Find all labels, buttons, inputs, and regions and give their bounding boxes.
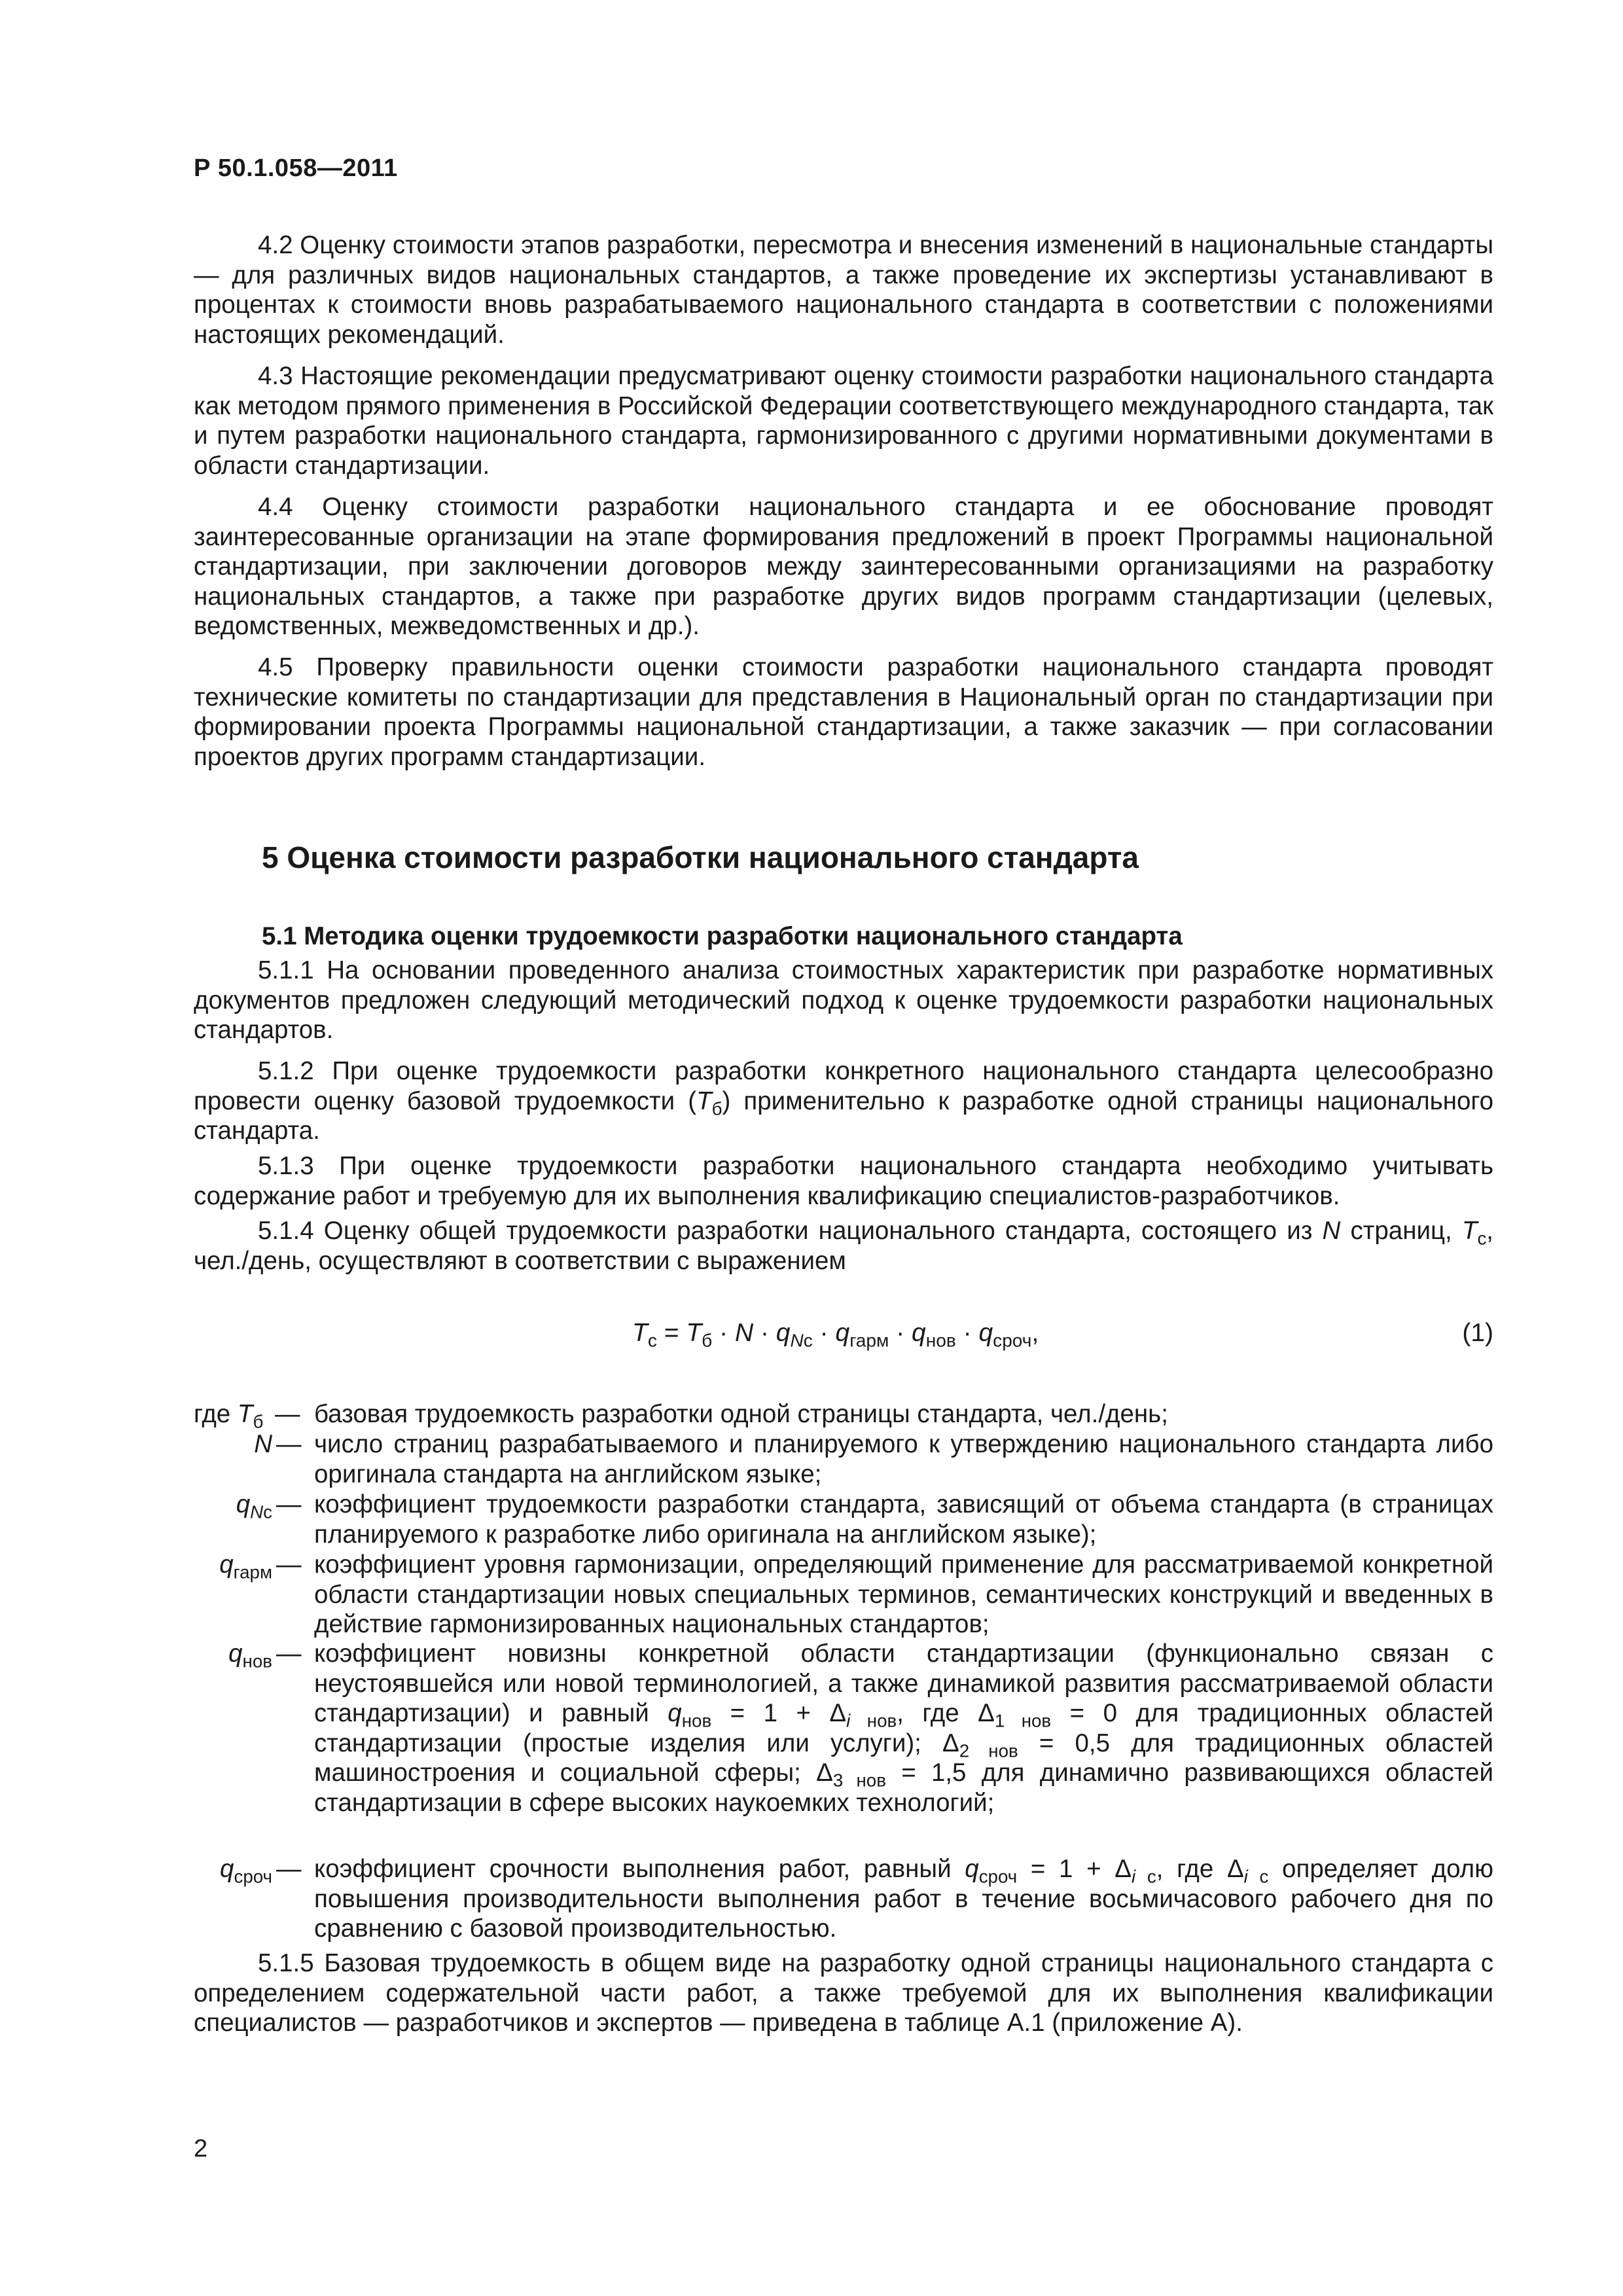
definition-qnc: $q_{Nс}$ — коэффициент трудоемкости разработки стандарта, зависящий от объема стандарта (в страницах планируемого к разработке либо оригинала на английском языке); bbox=[236, 1490, 1493, 1549]
formula-1: $T_с = T_б \cdot N \cdot q_{Nс} \cdot q_{гарм} \cdot q_{нов} \cdot q_{сроч}$, bbox=[632, 1319, 1039, 1351]
paragraph-5-1-1: 5.1.1 На основании проведенного анализа стоимостных характеристик при разработке нормативных документов предложен следующий методический подход к оценке трудоемкости разработки национальных стандартов. bbox=[194, 956, 1493, 1044]
page-number: 2 bbox=[194, 2135, 208, 2162]
definition-qsroch: $q_{сроч}$ — коэффициент срочности выполнения работ, равный $q_{сроч} = 1 + \Delta_{i с}$, где $\Delta_{i с}$ определяет долю повышения производительности выполнения работ в течение восьмичасового рабочего дня по сравнению с базовой производительностью. bbox=[220, 1855, 1494, 1943]
definition-qnov: $q_{нов}$ — коэффициент новизны конкретной области стандартизации (функционально связан с неустоявшейся или новой терминологией, а также динамикой развития рассматриваемой области стандартизации) и равный $q_{нов} = 1 + \Delta_{i нов}$, где $\Delta_{1 нов} = 0$ для традиционных областей стандартизации (простые изделия или услуги); $\Delta_{2 нов} = 0,5$ для традиционных областей машиностроения и социальной сферы; $\Delta_{3 нов} = 1,5$ для динамично развивающихся областей стандартизации в сфере высоких наукоемких технологий; bbox=[228, 1640, 1494, 1817]
paragraph-5-1-5: 5.1.5 Базовая трудоемкость в общем виде на разработку одной страницы национального стандарта с определением содержательной части работ, а также требуемой для их выполнения квалификации специалистов — разработчиков и экспертов — приведена в таблице А.1 (приложение А). bbox=[194, 1949, 1493, 2037]
subsection-5-1-title: 5.1 Методика оценки трудоемкости разработки национального стандарта bbox=[262, 922, 1183, 950]
paragraph-5-1-2: 5.1.2 При оценке трудоемкости разработки конкретного национального стандарта целесообразно провести оценку базовой трудоемкости $(T_б)$ применительно к разработке одной страницы национального стандарта. bbox=[194, 1057, 1493, 1145]
definition-tb: где $T_б$ — базовая трудоемкость разработки одной страницы стандарта, чел./день; bbox=[194, 1400, 1168, 1432]
section-5-title: 5 Оценка стоимости разработки национального стандарта bbox=[262, 840, 1139, 874]
paragraph-5-1-3: 5.1.3 При оценке трудоемкости разработки национального стандарта необходимо учитывать содержание работ и требуемую для их выполнения квалификацию специалистов-разработчиков. bbox=[194, 1152, 1493, 1210]
definition-qgarm: $q_{гарм}$ — коэффициент уровня гармонизации, определяющий применение для рассматриваемой конкретной области стандартизации новых специальных терминов, семантических конструкций и введенных в действие гармонизированных национальных стандартов; bbox=[219, 1551, 1493, 1638]
paragraph-4-5: 4.5 Проверку правильности оценки стоимости разработки национального стандарта проводят технические комитеты по стандартизации для представления в Национальный орган по стандартизации при формировании проекта Программы национальной стандартизации, а также заказчик — при согласовании проектов других программ стандартизации. bbox=[194, 653, 1493, 771]
formula-number: (1) bbox=[1462, 1319, 1493, 1347]
document-page bbox=[194, 0, 1493, 2296]
paragraph-4-3: 4.3 Настоящие рекомендации предусматривают оценку стоимости разработки национального стандарта как методом прямого применения в Российской Федерации соответствующего международного стандарта, так и путем разработки национального стандарта, гармонизированного с другими нормативными документами в области стандартизации. bbox=[194, 362, 1493, 480]
paragraph-5-1-4: 5.1.4 Оценку общей трудоемкости разработки национального стандарта, состоящего из N страниц, $T_с$, чел./день, осуществляют в соответствии с выражением bbox=[194, 1217, 1493, 1275]
paragraph-4-4: 4.4 Оценку стоимости разработки национального стандарта и ее обоснование проводят заинтересованные организации на этапе формирования предложений в проект Программы национальной стандартизации, при заключении договоров между заинтересованными организациями на разработку национальных стандартов, а также при разработке других видов программ стандартизации (целевых, ведомственных, межведомственных и др.). bbox=[194, 493, 1493, 640]
document-code: Р 50.1.058—2011 bbox=[194, 154, 398, 182]
paragraph-4-2: 4.2 Оценку стоимости этапов разработки, пересмотра и внесения изменений в национальные стандарты — для различных видов национальных стандартов, а также проведение их экспертизы устанавливают в процентах к стоимости вновь разрабатываемого национального стандарта в соответствии с положениями настоящих рекомендаций. bbox=[194, 231, 1493, 349]
definition-n: N — число страниц разрабатываемого и планируемого к утверждению национального стандарта либо оригинала стандарта на английском языке; bbox=[254, 1430, 1493, 1488]
